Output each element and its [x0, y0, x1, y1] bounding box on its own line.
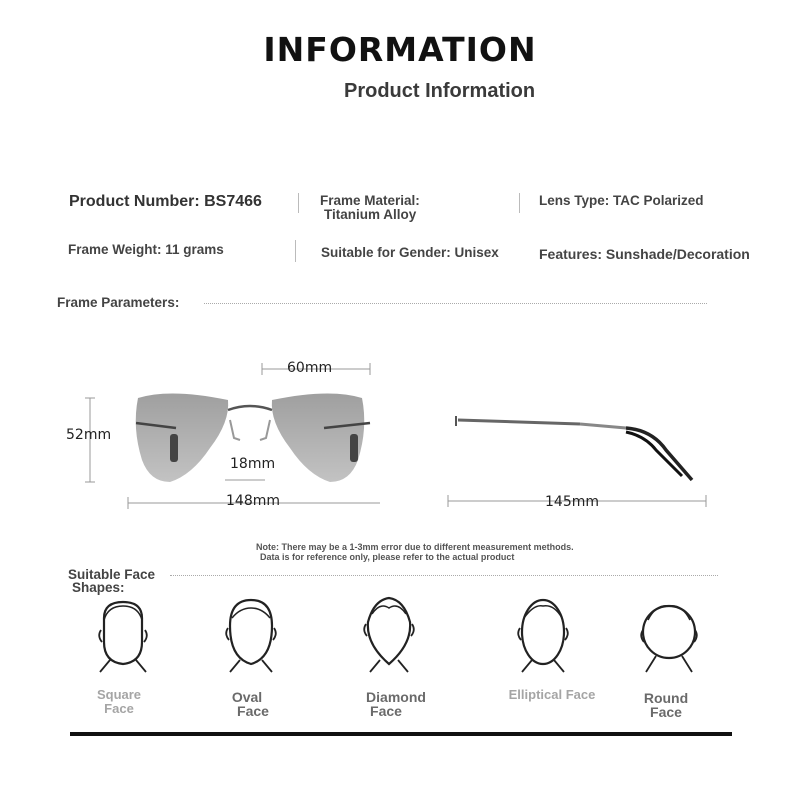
- face-shapes-label: Suitable Face: [68, 567, 156, 582]
- features: Features: Sunshade/Decoration: [539, 246, 750, 262]
- bottom-rule: [70, 732, 732, 736]
- round-face-icon: [634, 596, 704, 676]
- gender: Suitable for Gender: Unisex: [321, 245, 499, 260]
- face-shapes-label-cont: Shapes:: [72, 580, 125, 595]
- page-title: INFORMATION: [263, 30, 537, 69]
- face-label-square: Square Face: [96, 687, 142, 716]
- face-label-round: Round Face: [643, 690, 689, 720]
- oval-face-icon: [216, 596, 286, 676]
- product-number: Product Number: BS7466: [69, 193, 262, 210]
- dotted-rule: [204, 303, 707, 304]
- face-label-diamond: Diamond Face: [366, 689, 426, 719]
- frame-material-value: Titanium Alloy: [324, 207, 417, 222]
- temple-length-dimension: 145mm: [545, 494, 599, 510]
- frame-parameters-label: Frame Parameters:: [57, 295, 180, 310]
- lens-type: Lens Type: TAC Polarized: [539, 193, 704, 208]
- diamond-face-icon: [354, 594, 424, 674]
- face-label-elliptical: Elliptical Face: [508, 687, 596, 702]
- bridge-width-dimension: 18mm: [230, 456, 276, 472]
- lens-height-dimension: 52mm: [66, 427, 112, 443]
- divider: [295, 240, 296, 262]
- face-label-oval: Oval Face: [231, 689, 269, 719]
- measurement-note: Note: There may be a 1-3mm error due to different measurement methods.: [256, 542, 574, 552]
- square-face-icon: [88, 596, 158, 676]
- frame-material-label: Frame Material:: [320, 193, 420, 208]
- divider: [519, 193, 520, 213]
- elliptical-face-icon: [508, 596, 578, 676]
- divider: [298, 193, 299, 213]
- lens-width-dimension: 60mm: [287, 360, 333, 376]
- frame-weight: Frame Weight: 11 grams: [68, 242, 224, 257]
- frame-width-dimension: 148mm: [226, 493, 280, 509]
- page-subtitle: Product Information: [344, 80, 536, 102]
- dotted-rule: [170, 575, 718, 576]
- reference-note: Data is for reference only, please refer to the actual product: [260, 552, 515, 562]
